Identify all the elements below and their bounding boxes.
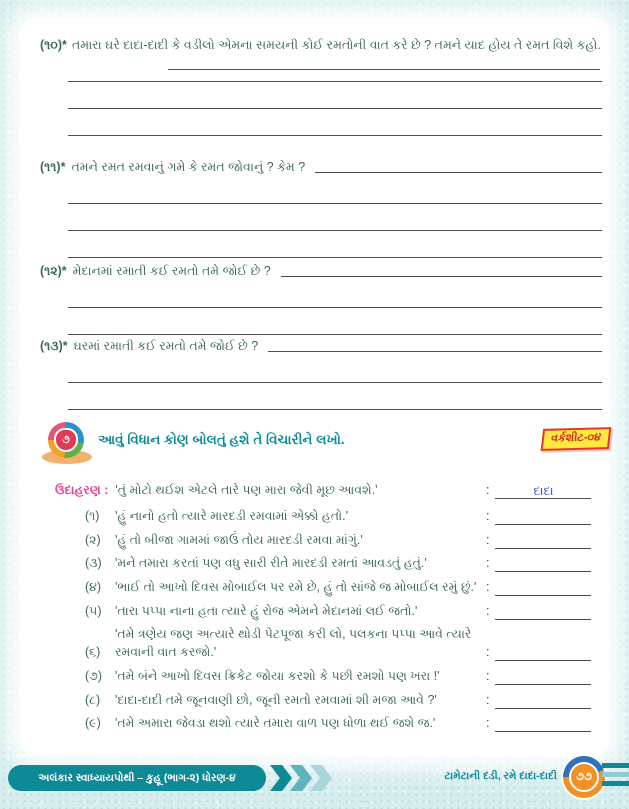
- answer-line: [68, 109, 602, 136]
- answer-line: [495, 692, 591, 709]
- answer-lines: [68, 177, 602, 258]
- question-12: [40, 262, 602, 335]
- answer-cell: [484, 643, 602, 661]
- example-answer-cell: [484, 481, 602, 499]
- item-number: (૪): [85, 579, 102, 594]
- answer-line: [68, 281, 602, 308]
- activity-number: ૭: [54, 428, 78, 452]
- chevron-decoration: [310, 765, 332, 791]
- statement-item-5: [85, 602, 602, 620]
- answer-line: [315, 172, 602, 173]
- example-label: ઉદાહરણ :: [55, 483, 109, 497]
- page-number-ball-icon: [563, 756, 605, 798]
- answer-line: [495, 532, 591, 549]
- worksheet-badge: વર્કશીટ-૦૪: [541, 427, 612, 451]
- example-answer-line: [495, 482, 591, 499]
- statement-item-8: [85, 691, 602, 709]
- activity-number-badge: [46, 422, 90, 466]
- item-text: 'તમે ત્રણેય જણ અત્યારે થોડી પેટપૂજા કરી લો, પલકના પપ્પા આવે ત્યારે રમવાની વાત કરજો.': [115, 627, 472, 660]
- stripe-decoration: [602, 763, 629, 768]
- chevron-decoration: [270, 765, 292, 791]
- question-text: તમારા ઘરે દાદા-દાદી કે વડીલો એમના સમયની કોઈ રમતોની વાત કરે છે ? તમને યાદ હોય તે રમત વિશે કહો.: [72, 38, 601, 52]
- answer-line: [495, 644, 591, 661]
- item-text: 'હું તો બીજા ગામમાં જાઉં તોય મારદડી રમવા માંગું.': [115, 532, 363, 547]
- question-text: મેદાનમાં રમાતી કઈ રમતો તમે જોઈ છે ?: [72, 264, 271, 278]
- answer-line: [68, 308, 602, 335]
- answer-cell: [484, 667, 602, 685]
- answer-line: [495, 715, 591, 732]
- colon: :: [486, 645, 490, 660]
- colon: :: [486, 603, 490, 618]
- colon: :: [486, 692, 490, 707]
- answer-line: [281, 276, 602, 277]
- colon: :: [486, 716, 490, 731]
- answer-cell: [484, 507, 602, 525]
- answer-line: [268, 351, 602, 352]
- answer-cell: [484, 691, 602, 709]
- page-number: ૭૭: [569, 762, 599, 792]
- item-text: 'દાદા-દાદી તમે જૂનવાણી છો, જૂની રમતો રમવામાં શી મજા આવે ?': [115, 692, 437, 707]
- question-number: (૧૨)*: [40, 264, 67, 278]
- question-10-head: [40, 36, 602, 55]
- answer-line: [168, 69, 600, 70]
- item-number: (૭): [85, 668, 103, 683]
- statement-item-4: [85, 578, 602, 596]
- item-text: 'મને તમારા કરતાં પણ વધુ સારી રીતે મારદડી રમતાં આવડતું હતું.': [115, 556, 427, 571]
- answer-line: [495, 555, 591, 572]
- question-text: ઘરમાં રમાતી કઈ રમતો તમે જોઈ છે ?: [73, 339, 259, 353]
- question-13-head: [40, 337, 602, 356]
- stripe-decoration: [602, 781, 629, 786]
- item-number: (૬): [85, 645, 101, 660]
- statement-list: [85, 507, 602, 738]
- example-text: 'તું મોટો થઈશ એટલે તારે પણ મારા જેવી મૂછ આવશે.': [115, 483, 378, 497]
- answer-line: [68, 231, 602, 258]
- question-number: (૧૧)*: [40, 160, 66, 174]
- answer-cell: [484, 714, 602, 732]
- question-number: (૧૦)*: [40, 38, 67, 52]
- answer-line: [495, 668, 591, 685]
- colon: :: [486, 556, 490, 571]
- chevron-decoration: [290, 765, 312, 791]
- beachball-icon: [48, 422, 84, 458]
- colon: :: [486, 579, 490, 594]
- question-12-head: [40, 262, 602, 281]
- answer-line: [495, 579, 591, 596]
- item-number: (૨): [85, 532, 101, 547]
- example-answer: દાદા: [533, 484, 554, 499]
- item-text: 'તમે અમારા જેવડા થશો ત્યારે તમારા વાળ પણ ધોળા થઈ જશે જ.': [115, 716, 436, 731]
- colon: :: [486, 483, 490, 497]
- answer-cell: [484, 531, 602, 549]
- item-text: 'તારા પપ્પા નાના હતા ત્યારે હું રોજ એમને મેદાનમાં લઈ જતો.': [115, 603, 418, 618]
- question-11-head: [40, 158, 602, 177]
- answer-line: [68, 383, 602, 410]
- activity-header: [40, 420, 602, 468]
- answer-line: [68, 356, 602, 383]
- question-number: (૧૩)*: [40, 339, 68, 353]
- item-number: (૫): [85, 603, 102, 618]
- answer-line: [495, 508, 591, 525]
- item-text: 'તમે બંને આખો દિવસ ક્રિકેટ જોયા કરશો કે પછી રમશો પણ ખરા !': [115, 668, 440, 683]
- item-text: 'ભાઈ તો આખો દિવસ મોબાઈલ પર રમે છે, હું તો સાંજે જ મોબાઈલ રમું છું.': [115, 579, 477, 594]
- question-text: તમને રમત રમવાનું ગમે કે રમત જોવાનું ? કેમ ?: [71, 160, 306, 174]
- item-number: (૯): [85, 716, 101, 731]
- colon: :: [486, 532, 490, 547]
- item-number: (૮): [85, 692, 101, 707]
- colon: :: [486, 668, 490, 683]
- item-number: (૩): [85, 556, 102, 571]
- answer-lines: [68, 281, 602, 335]
- activity-title: આવું વિધાન કોણ બોલતું હશે તે વિચારીને લખો.: [98, 432, 345, 447]
- answer-cell: [484, 578, 602, 596]
- statement-item-3: [85, 554, 602, 572]
- statement-item-9: [85, 714, 602, 732]
- stripe-decoration: [602, 772, 629, 777]
- item-number: (૧): [85, 509, 100, 523]
- answer-cell: [484, 554, 602, 572]
- footer-chapter-title: ટામેટાની દડી, રમે દાદા-દાદી: [444, 770, 557, 782]
- footer-book-title: અલંકાર સ્વાધ્યાયપોથી – કુહૂ (ભાગ-૨) ધોરણ-૪: [8, 765, 266, 791]
- example-row: [55, 481, 602, 499]
- statement-item-2: [85, 531, 602, 549]
- answer-line: [68, 204, 602, 231]
- answer-line: [68, 177, 602, 204]
- answer-lines: [68, 55, 602, 136]
- question-11: [40, 158, 602, 258]
- answer-lines: [68, 356, 602, 410]
- answer-line: [495, 603, 591, 620]
- question-13: [40, 337, 602, 410]
- answer-line: [68, 82, 602, 109]
- statement-item-6: [85, 625, 602, 661]
- question-10: [40, 36, 602, 136]
- statement-item-1: [85, 507, 602, 525]
- answer-cell: [484, 602, 602, 620]
- item-text: 'હું નાનો હતો ત્યારે મારદડી રમવામાં એક્કો હતો.': [115, 509, 348, 523]
- colon: :: [486, 509, 490, 523]
- statement-item-7: [85, 667, 602, 685]
